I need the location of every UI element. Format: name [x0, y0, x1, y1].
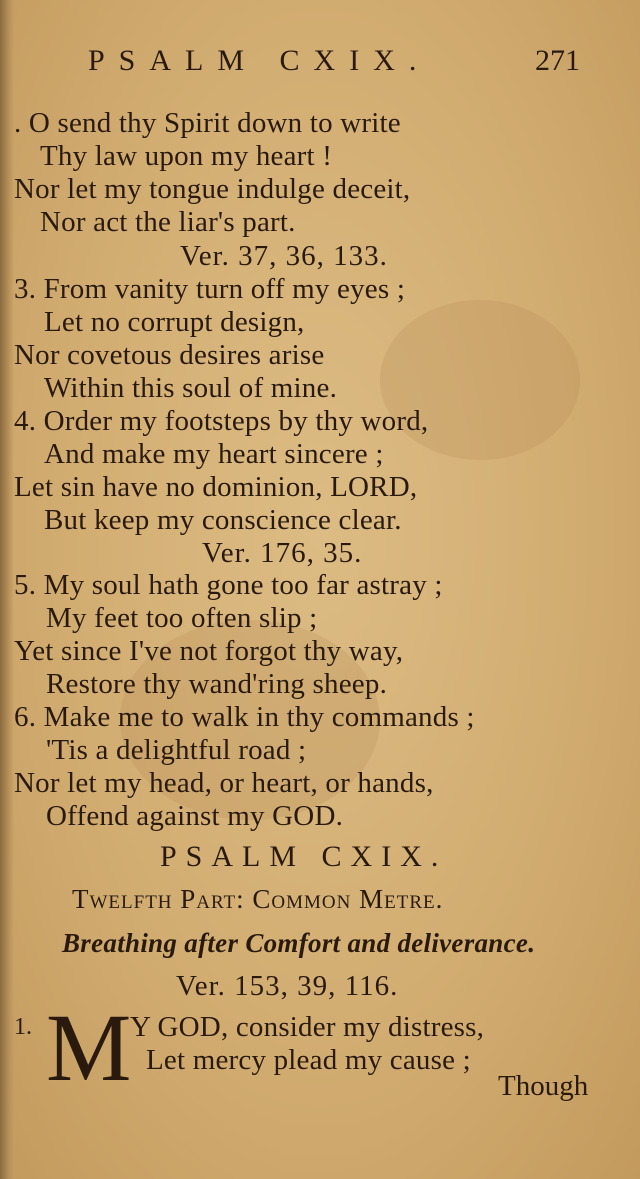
verse-line: . O send thy Spirit down to write: [14, 107, 401, 139]
verse-line: 4. Order my footsteps by thy word,: [14, 405, 429, 437]
verse-line: Let no corrupt design,: [44, 306, 305, 338]
verse-line: 'Tis a delightful road ;: [46, 734, 307, 766]
verse-reference: Ver. 37, 36, 133.: [180, 240, 388, 272]
verse-line: 3. From vanity turn off my eyes ;: [14, 273, 406, 305]
verse-line: But keep my conscience clear.: [44, 504, 402, 536]
stanza-number: 1.: [14, 1014, 32, 1040]
verse-line: And make my heart sincere ;: [44, 438, 384, 470]
section-title: PSALM CXIX.: [160, 840, 448, 873]
page-gutter: [0, 0, 14, 1179]
verse-reference: Ver. 153, 39, 116.: [176, 970, 399, 1002]
verse-line: Offend against my GOD.: [46, 800, 344, 832]
verse-line: Nor let my tongue indulge deceit,: [14, 173, 411, 205]
verse-line: Thy law upon my heart !: [40, 140, 333, 172]
running-head: PSALM CXIX.: [88, 44, 431, 77]
verse-line: 5. My soul hath gone too far astray ;: [14, 569, 443, 601]
drop-capital: M: [46, 994, 132, 1101]
verse-line: Nor covetous desires arise: [14, 339, 325, 371]
section-subtitle: Breathing after Comfort and deliverance.: [62, 928, 536, 958]
verse-line: Let mercy plead my cause ;: [146, 1044, 471, 1076]
verse-reference: Ver. 176, 35.: [202, 537, 363, 569]
verse-line: Nor act the liar's part.: [40, 206, 296, 238]
verse-line: My feet too often slip ;: [46, 602, 318, 634]
verse-line: Nor let my head, or heart, or hands,: [14, 767, 434, 799]
verse-line: Within this soul of mine.: [44, 372, 338, 404]
verse-line: Restore thy wand'ring sheep.: [46, 668, 388, 700]
verse-line: Yet since I've not forgot thy way,: [14, 635, 404, 667]
verse-line: 6. Make me to walk in thy commands ;: [14, 701, 475, 733]
verse-line: Y GOD, consider my distress,: [130, 1011, 485, 1043]
verse-line: Let sin have no dominion, LORD,: [14, 471, 418, 503]
part-title: Twelfth Part: Common Metre.: [72, 884, 444, 914]
page-number: 271: [535, 44, 580, 77]
catchword: Though: [498, 1070, 589, 1102]
